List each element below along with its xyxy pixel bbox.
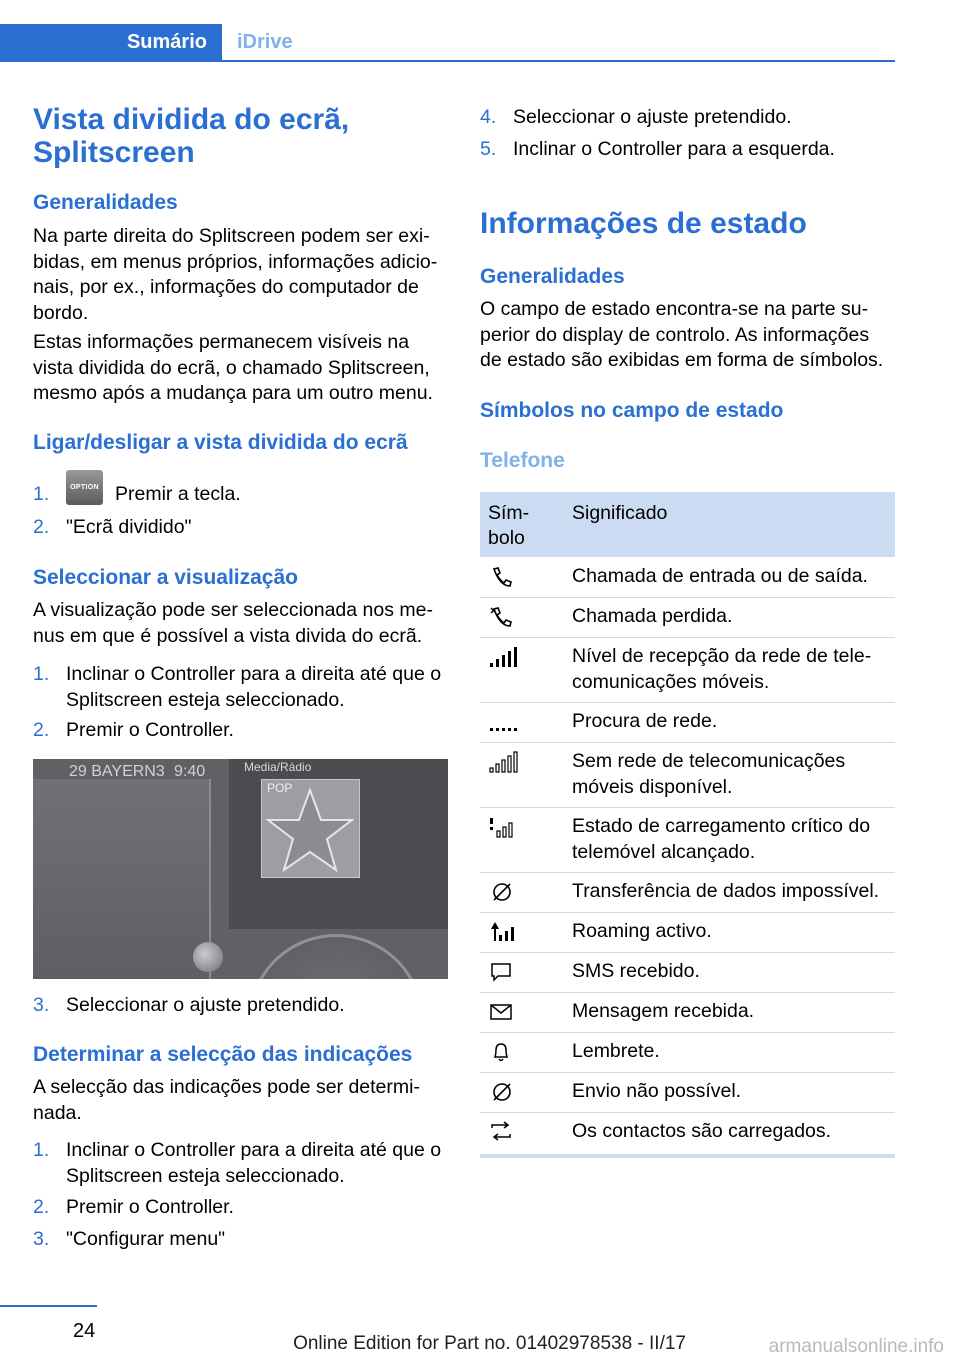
cover-label: POP xyxy=(267,781,293,795)
section-heading-telefone: Telefone xyxy=(480,449,565,472)
data-transfer-blocked-icon xyxy=(488,880,518,904)
screen-time: 9:40 xyxy=(174,763,206,780)
top-navigation xyxy=(0,0,895,62)
list-text: Premir o Controller. xyxy=(66,1196,234,1218)
section-heading-determinar: Determinar a selecção das indicações xyxy=(33,1043,413,1066)
list-text: Inclinar o Controller para a direita até que o Splitscreen esteja seleccionado. xyxy=(66,1139,442,1187)
list-text: Seleccionar o ajuste pretendido. xyxy=(513,106,792,128)
list-text: "Configurar menu" xyxy=(66,1228,226,1250)
table-header xyxy=(480,492,895,557)
table-bottom-rule xyxy=(480,1154,895,1158)
list-number: 4. xyxy=(480,106,497,128)
table-row xyxy=(480,1032,895,1073)
list-number: 3. xyxy=(33,1228,50,1250)
paragraph-splitscreen-intro: Na parte direita do Splitscreen podem ser exi‐ bidas, em menus próprios, informações adicio‐ nais, por ex., informações do computador de bordo. xyxy=(33,225,438,324)
watermark: armanualsonline.info xyxy=(768,1336,944,1357)
sms-icon xyxy=(488,960,518,984)
table-row xyxy=(480,1112,895,1152)
section-heading-generalidades-right: Generalidades xyxy=(480,265,625,288)
network-search-icon xyxy=(488,710,518,734)
section-heading-generalidades: Generalidades xyxy=(33,191,178,214)
table-row xyxy=(480,702,895,743)
controller-dial xyxy=(248,934,424,979)
screen-station: 29 BAYERN3 xyxy=(69,763,165,780)
table-row xyxy=(480,1072,895,1113)
screen-media-title: Media/Rádio xyxy=(244,760,312,774)
row-text: Transferência de dados impossível. xyxy=(572,880,880,902)
row-text: Chamada de entrada ou de saída. xyxy=(572,565,868,587)
list-number: 1. xyxy=(33,483,50,505)
page-title xyxy=(33,103,349,169)
table-row xyxy=(480,637,895,703)
row-text: Os contactos são carregados. xyxy=(572,1120,832,1142)
table-row xyxy=(480,597,895,638)
row-text: Procura de rede. xyxy=(572,710,718,732)
battery-critical-icon xyxy=(488,816,518,840)
row-text: Nível de recepção da rede de tele‐ comunicações móveis. xyxy=(572,645,872,693)
section-title-informacoes: Informações de estado xyxy=(480,207,807,240)
table-row xyxy=(480,952,895,993)
roaming-icon xyxy=(488,920,518,944)
list-text: Premir o Controller. xyxy=(66,719,234,741)
table-row xyxy=(480,557,895,598)
list-text: Seleccionar o ajuste pretendido. xyxy=(66,994,345,1016)
page-number: 24 xyxy=(73,1320,96,1342)
section-heading-ligar: Ligar/desligar a vista dividida do ecrã xyxy=(33,431,408,454)
contacts-loading-icon xyxy=(488,1120,518,1144)
list-number: 5. xyxy=(480,138,497,160)
list-number: 3. xyxy=(33,994,50,1016)
row-text: Mensagem recebida. xyxy=(572,1000,755,1022)
edition-footer: Online Edition for Part no. 01402978538 - II/17 xyxy=(293,1333,686,1354)
paragraph-visualizacao: A visualização pode ser seleccionada nos me‐ nus em que é possível a vista divida do ecrã. xyxy=(33,599,433,647)
paragraph-splitscreen-visible: Estas informações permanecem visíveis na vista dividida do ecrã, o chamado Splitscreen, mesmo após a mudança para um outro menu. xyxy=(33,331,433,404)
row-text: Envio não possível. xyxy=(572,1080,742,1102)
row-text: Sem rede de telecomunicações móveis disponível. xyxy=(572,750,846,798)
bell-icon xyxy=(488,1040,518,1064)
header-divider xyxy=(0,60,895,62)
option-key-icon: OPTION xyxy=(66,470,103,505)
send-blocked-icon xyxy=(488,1080,518,1104)
list-number: 2. xyxy=(33,516,50,538)
tab-sumario[interactable]: Sumário xyxy=(0,24,222,61)
row-text: Chamada perdida. xyxy=(572,605,733,627)
missed-call-icon xyxy=(488,605,518,629)
phone-call-icon xyxy=(488,565,518,589)
list-number: 1. xyxy=(33,663,50,685)
envelope-icon xyxy=(488,1000,518,1024)
title-line-1: Vista dividida do ecrã, xyxy=(33,103,350,136)
list-text: Inclinar o Controller para a direita até que o Splitscreen esteja seleccionado. xyxy=(66,663,442,711)
table-row xyxy=(480,742,895,808)
table-row xyxy=(480,807,895,873)
no-network-icon xyxy=(488,751,518,775)
row-text: Lembrete. xyxy=(572,1040,660,1062)
title-line-2: Splitscreen xyxy=(33,136,195,169)
splitscreen-photo xyxy=(33,759,448,979)
screen-left-pane xyxy=(33,779,211,979)
row-text: Roaming activo. xyxy=(572,920,712,942)
tab-idrive[interactable]: iDrive xyxy=(237,31,293,53)
list-item xyxy=(33,468,448,508)
section-heading-simbolos: Símbolos no campo de estado xyxy=(480,399,784,422)
header-simbolo: Sím‐ bolo xyxy=(488,502,530,549)
section-heading-seleccionar: Seleccionar a visualização xyxy=(33,566,298,589)
row-text: SMS recebido. xyxy=(572,960,700,982)
list-number: 2. xyxy=(33,1196,50,1218)
row-text: Estado de carregamento crítico do telemóvel alcançado. xyxy=(572,815,871,863)
header-significado: Significado xyxy=(572,502,668,524)
table-row xyxy=(480,872,895,913)
paragraph-campo-estado: O campo de estado encontra-se na parte su‐ perior do display de controlo. As informações de estado são exibidas em forma de símbolos. xyxy=(480,298,884,371)
table-row xyxy=(480,912,895,953)
signal-strength-icon xyxy=(488,646,518,670)
list-number: 2. xyxy=(33,719,50,741)
list-text: Inclinar o Controller para a esquerda. xyxy=(513,138,835,160)
paragraph-indicacoes: A selecção das indicações pode ser determi‐ nada. xyxy=(33,1076,420,1124)
page-number-rule xyxy=(0,1305,97,1307)
list-text: Premir a tecla. xyxy=(115,483,241,505)
table-row xyxy=(480,992,895,1033)
list-number: 1. xyxy=(33,1139,50,1161)
controller-knob xyxy=(193,942,223,972)
list-text: "Ecrã dividido" xyxy=(66,516,192,538)
